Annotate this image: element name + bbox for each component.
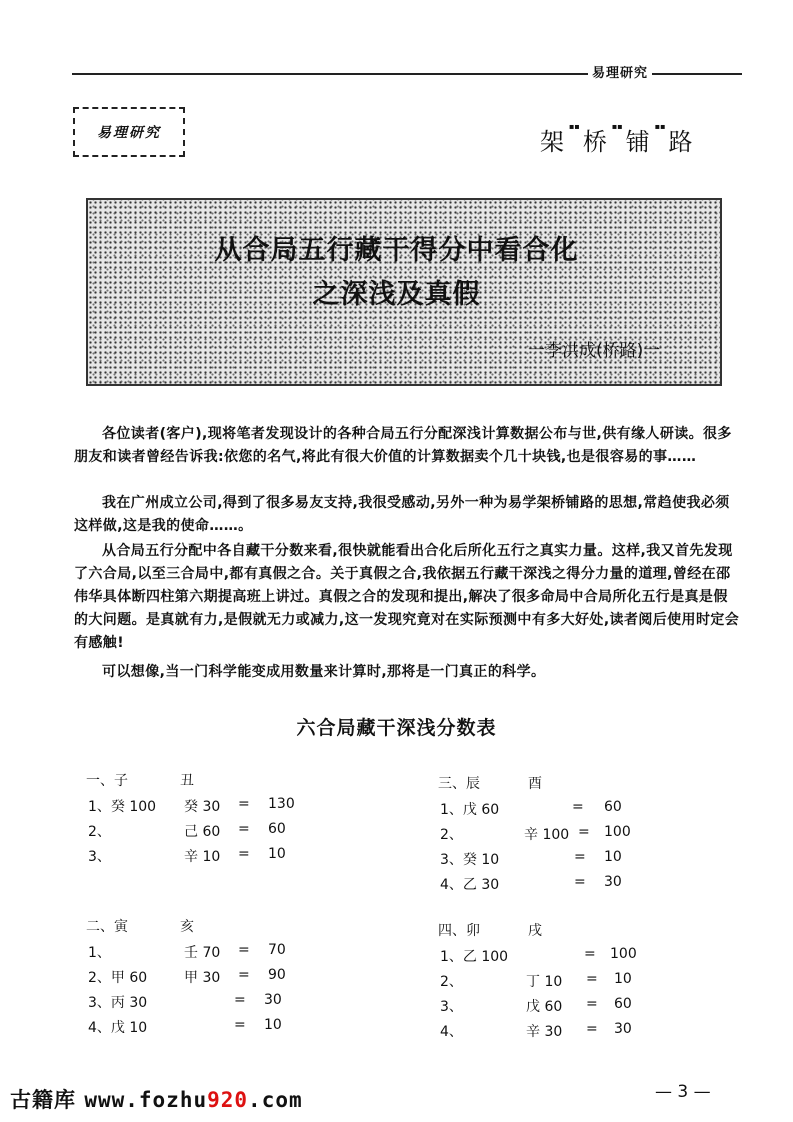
table-cell: 60 [614, 996, 632, 1012]
group-heading: 一、子 [86, 773, 128, 789]
table-cell: 60 [268, 821, 286, 837]
table-cell: 3、丙 30 [88, 995, 148, 1011]
site-name: 古籍库 [10, 1088, 76, 1112]
table-cell: 辛 10 [184, 849, 221, 865]
table-cell: 辛 100 [524, 827, 570, 843]
site-url-number: 920 [207, 1088, 249, 1112]
table-cell: 4、乙 30 [440, 877, 500, 893]
article-author: 一李洪成(桥路)一 [528, 341, 661, 361]
table-cell: = [584, 946, 596, 962]
table-cell: 30 [604, 874, 622, 890]
body-paragraph: 可以想像,当一门科学能变成用数量来计算时,那将是一门真正的科学。 [102, 664, 546, 680]
group-pair: 戌 [528, 923, 542, 939]
table-cell: 3、 [440, 999, 463, 1015]
body-paragraph: 我在广州成立公司,得到了很多易友支持,我很受感动,另外一种为易学架桥铺路的思想,常趋使我必须这样做,这是我的使命……。 [74, 495, 730, 534]
table-cell: 4、戊 10 [88, 1020, 148, 1036]
table-cell: 2、 [440, 974, 463, 990]
section-tag [73, 107, 185, 157]
table-cell: 丁 10 [526, 974, 563, 990]
table-cell: = [586, 971, 598, 987]
table-cell: 2、 [88, 824, 111, 840]
column-separator-icon: ▪▪ [569, 122, 580, 131]
table-cell: = [234, 992, 246, 1008]
site-url [84, 1088, 302, 1112]
table-cell: = [238, 942, 250, 958]
running-title: 易理研究 [588, 62, 652, 81]
table-cell: = [238, 796, 250, 812]
article-title-line1: 从合局五行藏干得分中看合化 [214, 235, 579, 266]
table-cell: 甲 30 [184, 970, 221, 986]
table-cell: 30 [264, 992, 282, 1008]
table-cell: = [574, 874, 586, 890]
group-heading: 三、辰 [438, 776, 480, 792]
table-cell: 辛 30 [526, 1024, 563, 1040]
table-cell: 10 [614, 971, 632, 987]
article-title-line2: 之深浅及真假 [312, 279, 481, 310]
table-cell: 10 [604, 849, 622, 865]
group-heading: 二、寅 [86, 919, 128, 935]
table-cell: 100 [604, 824, 631, 840]
column-char: 铺 [625, 128, 652, 156]
table-cell: = [572, 799, 584, 815]
table-cell: 100 [610, 946, 637, 962]
table-cell: 70 [268, 942, 286, 958]
table-title: 六合局藏干深浅分数表 [296, 717, 497, 739]
table-cell: 2、甲 60 [88, 970, 148, 986]
body-paragraph: 从合局五行分配中各自藏干分数来看,很快就能看出合化后所化五行之真实力量。这样,我又首先发现了六合局,以至三合局中,都有真假之合。关于真假之合,我依据五行藏干深浅之得分力量的道理,曾经在邵伟华具体断四柱第六期提高班上讲过。真假之合的发现和提出,解决了很多命局中合局所化五行是真是假的大问题。是真就有力,是假就无力或减力,这一发现究竟对在实际预测中有多大好处,读者阅后使用时定会有感触! [74, 543, 740, 651]
table-cell: = [238, 967, 250, 983]
site-watermark [10, 1084, 303, 1114]
table-cell: = [578, 824, 590, 840]
column-char: 架 [540, 128, 566, 156]
table-cell: = [234, 1017, 246, 1033]
table-cell: 10 [264, 1017, 282, 1033]
table-cell: 90 [268, 967, 286, 983]
column-separator-icon: ▪▪ [611, 122, 623, 131]
table-cell: 2、 [440, 827, 463, 843]
page-number: — 3 — [655, 1082, 711, 1102]
group-heading: 四、卯 [438, 923, 480, 939]
body-paragraph: 各位读者(客户),现将笔者发现设计的各种合局五行分配深浅计算数据公布与世,供有缘人研读。很多朋友和读者曾经告诉我:依您的名气,将此有很大价值的计算数据卖个几十块钱,也是很容易的事…… [74, 426, 732, 465]
column-char: 路 [668, 128, 695, 156]
table-cell: 1、 [88, 945, 111, 961]
table-cell: 4、 [440, 1024, 463, 1040]
table-cell: 60 [604, 799, 622, 815]
table-cell: 3、 [88, 849, 111, 865]
table-cell: 1、戊 60 [440, 802, 500, 818]
group-pair: 酉 [528, 776, 542, 792]
table-cell: 1、乙 100 [440, 949, 509, 965]
site-url-suffix: .com [248, 1088, 303, 1112]
group-pair: 亥 [180, 919, 194, 935]
table-cell: = [238, 846, 250, 862]
table-cell: 1、癸 100 [88, 799, 157, 815]
table-cell: 己 60 [184, 824, 221, 840]
column-char: 桥 [582, 128, 609, 156]
column-title [540, 122, 695, 157]
table-cell: 壬 70 [184, 945, 221, 961]
table-cell: = [586, 996, 598, 1012]
column-separator-icon: ▪▪ [654, 122, 666, 131]
table-cell: 130 [268, 796, 295, 812]
table-cell: 3、癸 10 [440, 852, 500, 868]
table-cell: = [574, 849, 586, 865]
group-pair: 丑 [180, 773, 194, 789]
table-cell: = [586, 1021, 598, 1037]
table-cell: 戊 60 [526, 999, 563, 1015]
table-cell: = [238, 821, 250, 837]
table-cell: 10 [268, 846, 286, 862]
section-tag-label: 易理研究 [97, 125, 161, 141]
table-cell: 30 [614, 1021, 632, 1037]
site-url-prefix: www.fozhu [84, 1088, 208, 1112]
table-cell: 癸 30 [184, 799, 221, 815]
